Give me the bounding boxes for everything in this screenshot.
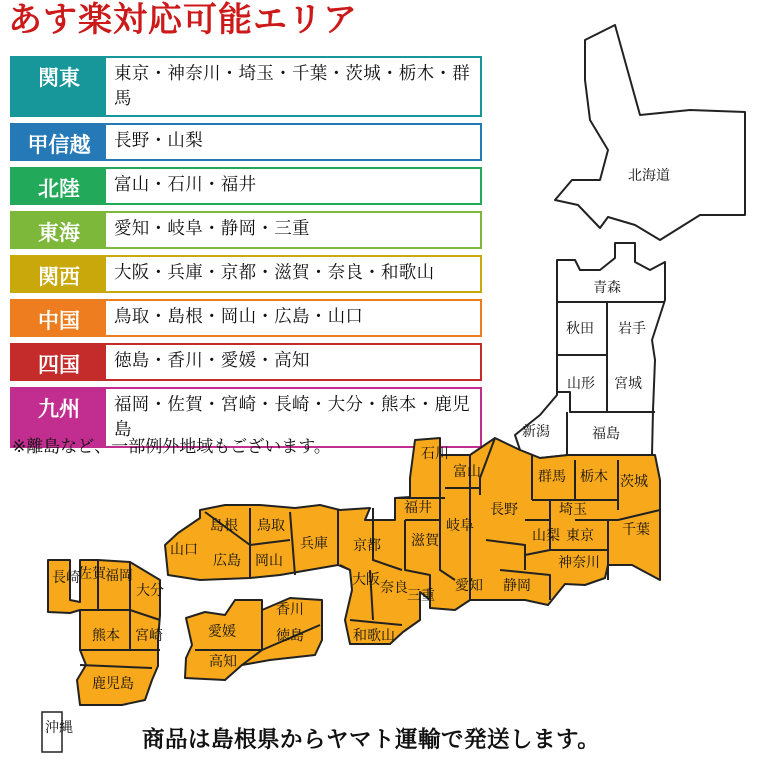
shipping-footer: 商品は島根県からヤマト運輸で発送します。 (142, 727, 601, 753)
region-prefectures: 鳥取・島根・岡山・広島・山口 (114, 307, 364, 327)
label-akita: 秋田 (566, 321, 594, 337)
region-name: 甲信越 (12, 125, 106, 159)
label-okayama: 岡山 (255, 553, 283, 569)
label-shizuoka: 静岡 (503, 578, 531, 594)
label-iwate: 岩手 (618, 321, 646, 337)
label-chiba: 千葉 (622, 522, 650, 538)
label-kyoto: 京都 (353, 538, 381, 554)
label-mie: 三重 (407, 588, 435, 604)
label-yamagata: 山形 (567, 376, 595, 392)
page-title: あす楽対応可能エリア (8, 0, 358, 40)
region-hokkaido (555, 25, 745, 240)
label-fukushima: 福島 (592, 426, 620, 442)
region-name: 関西 (12, 257, 106, 291)
label-gunma: 群馬 (538, 469, 566, 485)
label-yamanashi: 山梨 (532, 528, 560, 544)
region-prefectures: 徳島・香川・愛媛・高知 (114, 351, 310, 371)
label-aichi: 愛知 (455, 578, 483, 594)
region-name: 北陸 (12, 169, 106, 203)
label-fukui: 福井 (404, 500, 432, 516)
label-miyazaki: 宮崎 (135, 628, 163, 644)
region-prefectures: 長野・山梨 (114, 131, 203, 151)
region-prefectures: 大阪・兵庫・京都・滋賀・奈良・和歌山 (114, 263, 435, 283)
region-prefectures: 富山・石川・福井 (114, 175, 257, 195)
label-kumamoto: 熊本 (92, 628, 120, 644)
label-wakayama: 和歌山 (353, 628, 395, 644)
label-hiroshima: 広島 (213, 553, 241, 569)
label-ibaraki: 茨城 (620, 474, 648, 490)
label-gifu: 岐阜 (446, 518, 474, 534)
label-osaka: 大阪 (352, 572, 380, 588)
label-tottori: 鳥取 (257, 518, 285, 534)
label-shimane: 島根 (210, 518, 238, 534)
label-nagano: 長野 (490, 502, 518, 518)
region-name: 関東 (12, 58, 106, 115)
label-kochi: 高知 (209, 654, 237, 670)
label-nagasaki: 長崎 (52, 570, 80, 586)
region-prefectures: 福岡・佐賀・宮崎・長崎・大分・熊本・鹿児島 (114, 395, 470, 440)
label-tokushima: 徳島 (276, 628, 304, 644)
region-prefectures: 愛知・岐阜・静岡・三重 (114, 219, 310, 239)
label-kagawa: 香川 (276, 602, 304, 618)
label-okinawa: 沖縄 (45, 720, 73, 736)
region-name: 九州 (12, 389, 106, 446)
label-niigata: 新潟 (522, 424, 550, 440)
label-yamaguchi: 山口 (170, 542, 198, 558)
label-miyagi: 宮城 (614, 376, 642, 392)
label-hyogo: 兵庫 (300, 536, 328, 552)
label-kanagawa: 神奈川 (558, 555, 600, 571)
label-aomori: 青森 (593, 280, 621, 296)
label-saga: 佐賀 (78, 566, 106, 582)
label-kagoshima: 鹿児島 (92, 676, 134, 692)
region-name: 中国 (12, 301, 106, 335)
label-fukuoka: 福岡 (105, 568, 133, 584)
label-shiga: 滋賀 (411, 533, 439, 549)
label-oita: 大分 (136, 583, 164, 599)
label-ehime: 愛媛 (208, 624, 236, 640)
label-tokyo: 東京 (566, 528, 594, 544)
label-hokkaido: 北海道 (628, 168, 670, 184)
region-prefectures: 東京・神奈川・埼玉・千葉・茨城・栃木・群馬 (114, 64, 470, 109)
exception-note: ※離島など、一部例外地域もございます。 (12, 437, 331, 457)
label-tochigi: 栃木 (580, 469, 608, 485)
label-toyama: 富山 (453, 464, 481, 480)
region-name: 東海 (12, 213, 106, 247)
label-saitama: 埼玉 (559, 502, 587, 518)
region-name: 四国 (12, 345, 106, 379)
label-ishikawa: 石川 (421, 446, 449, 462)
label-nara: 奈良 (380, 580, 408, 596)
